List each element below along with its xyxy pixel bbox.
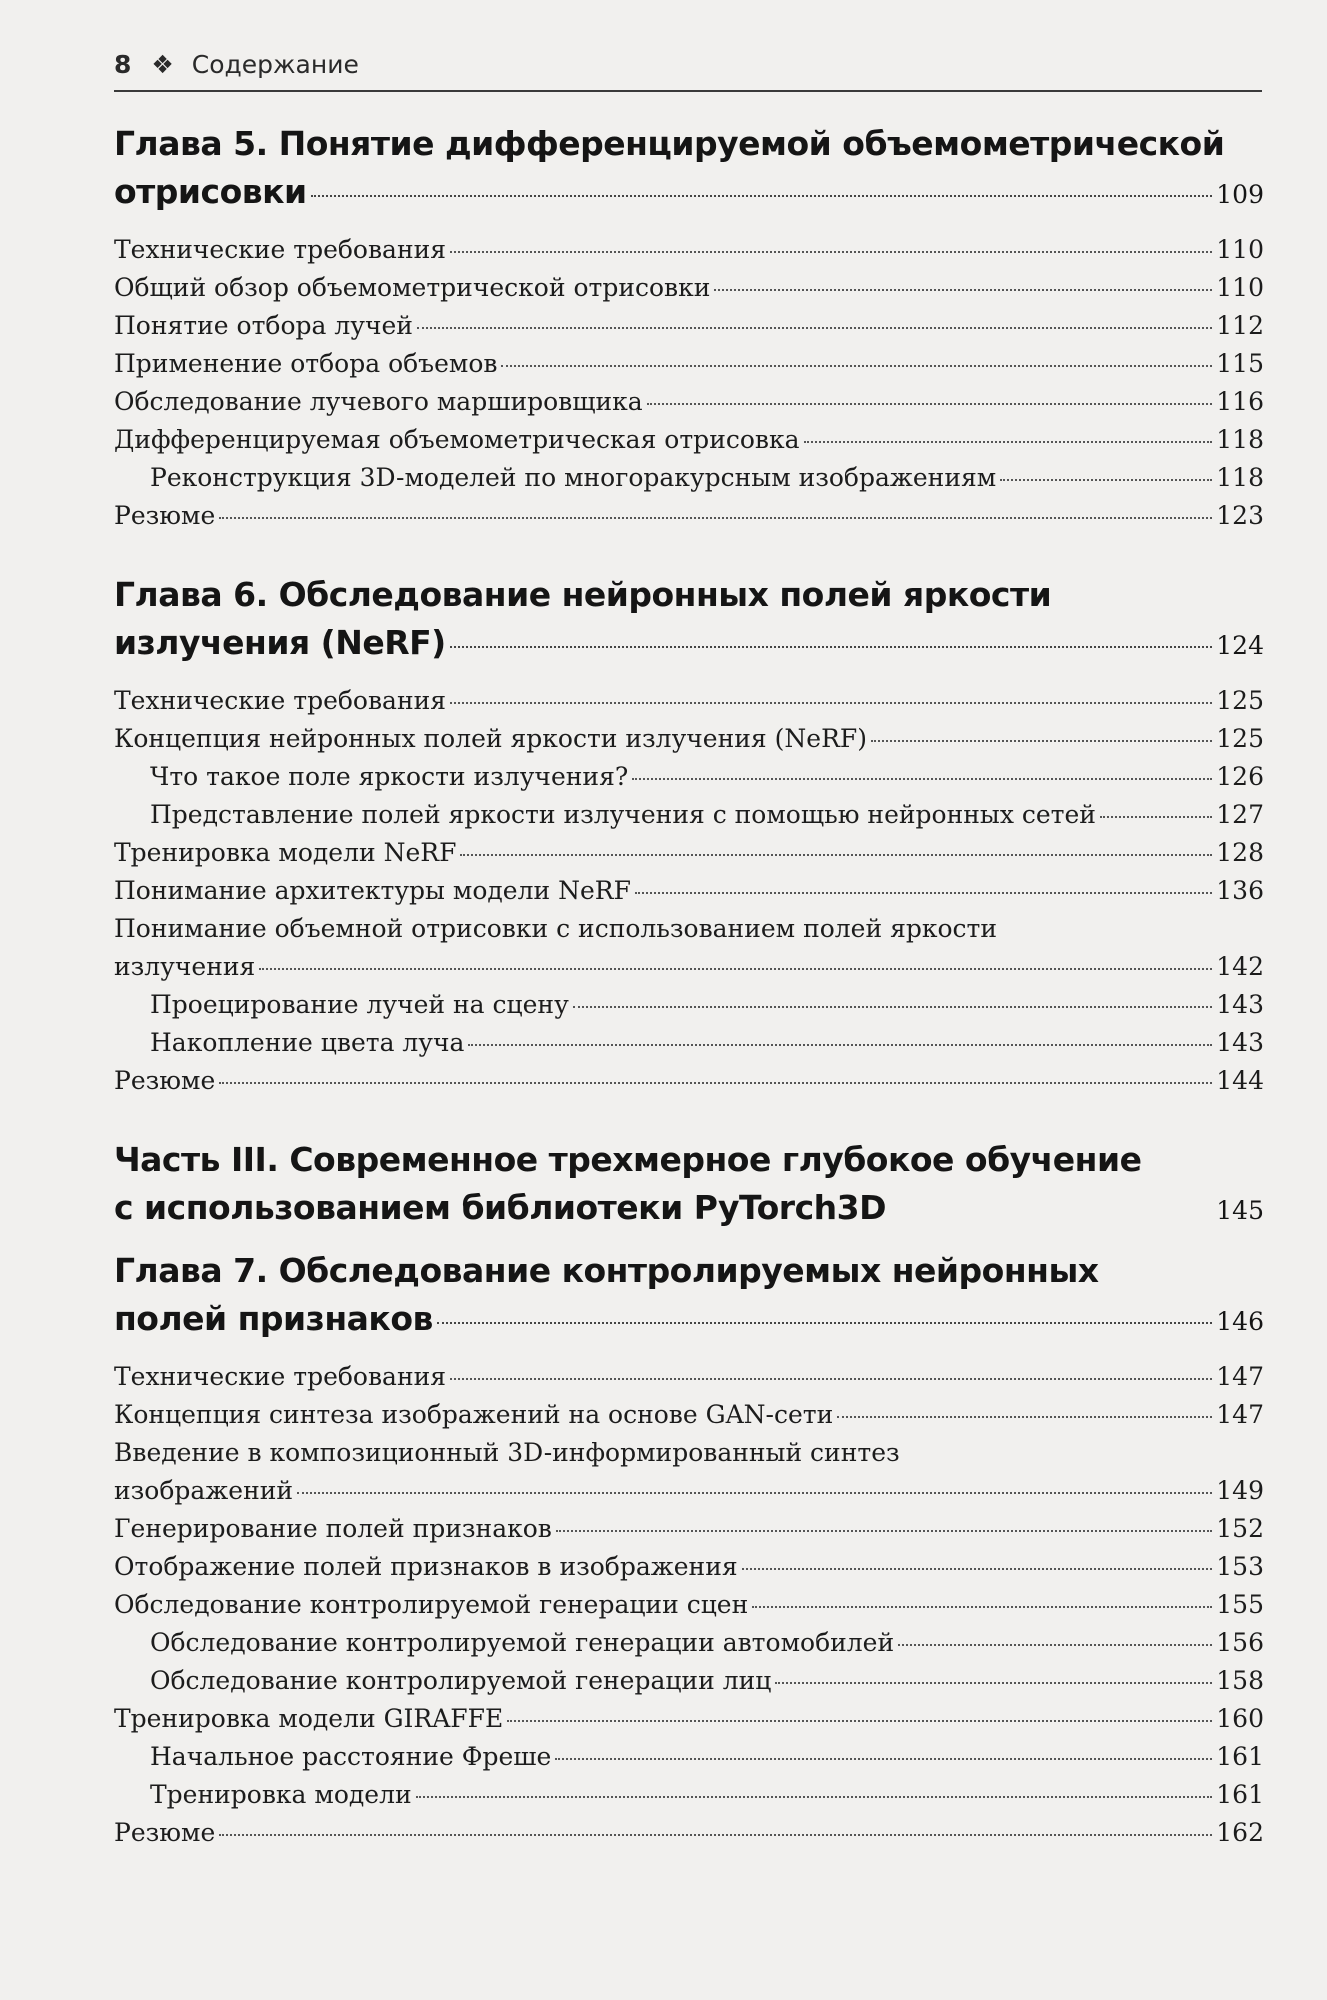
dot-leader bbox=[1000, 479, 1212, 481]
dot-leader bbox=[259, 968, 1212, 970]
toc-entry-title: Генерирование полей признаков bbox=[114, 1514, 552, 1543]
toc-entry-title: Понимание архитектуры модели NeRF bbox=[114, 876, 631, 905]
toc-entry-page: 110 bbox=[1216, 273, 1264, 302]
toc-subentry[interactable] bbox=[114, 1624, 1264, 1662]
toc-entry-title: Начальное расстояние Фреше bbox=[150, 1742, 552, 1771]
dot-leader bbox=[898, 1644, 1212, 1646]
toc-entry[interactable] bbox=[114, 1062, 1264, 1100]
dot-leader bbox=[468, 1044, 1212, 1046]
chapter-6-heading[interactable] bbox=[114, 571, 1264, 670]
chapter-7-title-line2: полей признаков bbox=[114, 1299, 433, 1338]
toc-entry[interactable] bbox=[114, 872, 1264, 910]
dot-leader bbox=[573, 1006, 1213, 1008]
toc-subentry[interactable] bbox=[114, 796, 1264, 834]
toc-entry-page: 142 bbox=[1216, 952, 1264, 981]
dot-leader bbox=[416, 1796, 1213, 1798]
toc-entry[interactable] bbox=[114, 307, 1264, 345]
toc-entry-title: Применение отбора объемов bbox=[114, 349, 498, 378]
toc-entry-page: 123 bbox=[1216, 501, 1264, 530]
dot-leader bbox=[297, 1492, 1212, 1494]
dot-leader bbox=[450, 702, 1212, 704]
toc-entry-title: Что такое поле яркости излучения? bbox=[150, 762, 629, 791]
toc-entry[interactable] bbox=[114, 1396, 1264, 1434]
part-3-title-line1: Часть III. Современное трехмерное глубокое обучение bbox=[114, 1140, 1142, 1179]
toc-entry[interactable] bbox=[114, 1548, 1264, 1586]
dot-leader bbox=[775, 1682, 1212, 1684]
toc-entry-title: Резюме bbox=[114, 1818, 216, 1847]
dot-leader bbox=[632, 778, 1212, 780]
header-rule bbox=[114, 90, 1262, 92]
toc-entry-page: 153 bbox=[1216, 1552, 1264, 1581]
dot-leader bbox=[635, 892, 1212, 894]
toc-entry-page: 149 bbox=[1216, 1476, 1264, 1505]
toc-entry-page: 116 bbox=[1216, 387, 1264, 416]
chapter-5-heading[interactable] bbox=[114, 120, 1264, 219]
part-3-page: 145 bbox=[1216, 1196, 1264, 1225]
table-of-contents bbox=[114, 120, 1264, 1852]
chapter-7-title-line1: Глава 7. Обследование контролируемых нейронных bbox=[114, 1251, 1099, 1290]
toc-entry-page: 118 bbox=[1216, 425, 1264, 454]
dot-leader bbox=[1100, 816, 1212, 818]
toc-entry-page: 128 bbox=[1216, 838, 1264, 867]
toc-entry-title: Технические требования bbox=[114, 1362, 447, 1391]
chapter-6-page: 124 bbox=[1216, 631, 1264, 660]
toc-entry-page: 161 bbox=[1216, 1780, 1264, 1809]
toc-subentry[interactable] bbox=[114, 1776, 1264, 1814]
toc-entry-title: Реконструкция 3D-моделей по многоракурсным изображениям bbox=[150, 463, 997, 492]
toc-entry-page: 144 bbox=[1216, 1066, 1264, 1095]
toc-entry-page: 110 bbox=[1216, 235, 1264, 264]
toc-entry[interactable] bbox=[114, 269, 1264, 307]
dot-leader bbox=[450, 251, 1212, 253]
toc-entry-title: Тренировка модели bbox=[150, 1780, 412, 1809]
toc-entry-title-line2: изображений bbox=[114, 1476, 294, 1505]
dot-leader bbox=[556, 1530, 1212, 1532]
chapter-7-heading[interactable] bbox=[114, 1247, 1264, 1346]
toc-entry-title: Обследование контролируемой генерации автомобилей bbox=[150, 1628, 895, 1657]
toc-entry-page: 162 bbox=[1216, 1818, 1264, 1847]
running-title: Содержание bbox=[191, 50, 359, 79]
toc-entry-title: Обследование контролируемой генерации сцен bbox=[114, 1590, 749, 1619]
toc-entry-title: Технические требования bbox=[114, 235, 447, 264]
dot-leader bbox=[804, 441, 1213, 443]
chapter-6-title-line1: Глава 6. Обследование нейронных полей яркости bbox=[114, 575, 1052, 614]
dot-leader bbox=[417, 327, 1212, 329]
toc-entry-title: Резюме bbox=[114, 1066, 216, 1095]
part-3-heading[interactable] bbox=[114, 1136, 1264, 1235]
toc-entry[interactable] bbox=[114, 1814, 1264, 1852]
toc-entry-title: Резюме bbox=[114, 501, 216, 530]
toc-subentry[interactable] bbox=[114, 758, 1264, 796]
toc-entry-page: 158 bbox=[1216, 1666, 1264, 1695]
dot-leader bbox=[507, 1720, 1212, 1722]
toc-entry-page: 126 bbox=[1216, 762, 1264, 791]
toc-subentry[interactable] bbox=[114, 1024, 1264, 1062]
chapter-6-title-line2: излучения (NeRF) bbox=[114, 623, 446, 662]
toc-entry-title: Дифференцируемая объемометрическая отрисовка bbox=[114, 425, 800, 454]
toc-entry-page: 125 bbox=[1216, 686, 1264, 715]
dot-leader bbox=[742, 1568, 1213, 1570]
toc-entry[interactable] bbox=[114, 421, 1264, 459]
running-head bbox=[114, 50, 359, 79]
toc-entry-page: 143 bbox=[1216, 1028, 1264, 1057]
toc-entry-page: 152 bbox=[1216, 1514, 1264, 1543]
toc-entry-page: 125 bbox=[1216, 724, 1264, 753]
page-number: 8 bbox=[114, 50, 132, 79]
dot-leader bbox=[647, 403, 1213, 405]
toc-entry-page: 147 bbox=[1216, 1400, 1264, 1429]
toc-entry-title: Концепция синтеза изображений на основе GAN-сети bbox=[114, 1400, 834, 1429]
toc-entry-title: Технические требования bbox=[114, 686, 447, 715]
dot-leader bbox=[219, 517, 1212, 519]
dot-leader bbox=[752, 1606, 1212, 1608]
part-3-title-line2: с использованием библиотеки PyTorch3D bbox=[114, 1188, 886, 1227]
toc-entry-page: 161 bbox=[1216, 1742, 1264, 1771]
dot-leader bbox=[837, 1416, 1212, 1418]
dot-leader bbox=[219, 1834, 1212, 1836]
toc-subentry[interactable] bbox=[114, 1738, 1264, 1776]
toc-entry-title: Тренировка модели NeRF bbox=[114, 838, 457, 867]
toc-entry-page: 147 bbox=[1216, 1362, 1264, 1391]
dot-leader bbox=[450, 646, 1213, 648]
dot-leader bbox=[714, 289, 1212, 291]
toc-entry[interactable] bbox=[114, 1434, 1264, 1510]
toc-entry-title: Концепция нейронных полей яркости излучения (NeRF) bbox=[114, 724, 867, 753]
toc-entry-title: Общий обзор объемометрической отрисовки bbox=[114, 273, 711, 302]
toc-entry-title: Проецирование лучей на сцену bbox=[150, 990, 569, 1019]
dot-leader bbox=[450, 1378, 1212, 1380]
dot-leader bbox=[555, 1758, 1212, 1760]
chapter-5-title-line1: Глава 5. Понятие дифференцируемой объемометрической bbox=[114, 124, 1225, 163]
toc-entry-page: 156 bbox=[1216, 1628, 1264, 1657]
toc-entry[interactable] bbox=[114, 497, 1264, 535]
toc-entry[interactable] bbox=[114, 834, 1264, 872]
toc-entry-title: Отображение полей признаков в изображения bbox=[114, 1552, 738, 1581]
dot-leader bbox=[501, 365, 1212, 367]
dot-leader bbox=[460, 854, 1212, 856]
toc-entry[interactable] bbox=[114, 231, 1264, 269]
toc-entry-title: Обследование контролируемой генерации лиц bbox=[150, 1666, 772, 1695]
toc-entry[interactable] bbox=[114, 1586, 1264, 1624]
dot-leader bbox=[437, 1322, 1212, 1324]
toc-entry-title-line1: Понимание объемной отрисовки с использованием полей яркости bbox=[114, 914, 998, 943]
toc-entry-page: 127 bbox=[1216, 800, 1264, 829]
dot-leader bbox=[311, 195, 1213, 197]
toc-entry-page: 136 bbox=[1216, 876, 1264, 905]
toc-entry-title-line2: излучения bbox=[114, 952, 256, 981]
toc-entry-title: Понятие отбора лучей bbox=[114, 311, 413, 340]
toc-entry-title: Представление полей яркости излучения с помощью нейронных сетей bbox=[150, 800, 1096, 829]
toc-entry-page: 118 bbox=[1216, 463, 1264, 492]
ornament-icon: ❖ bbox=[151, 50, 174, 79]
chapter-5-page: 109 bbox=[1216, 180, 1264, 209]
toc-entry[interactable] bbox=[114, 910, 1264, 986]
dot-leader bbox=[871, 740, 1212, 742]
toc-entry-title: Обследование лучевого маршировщика bbox=[114, 387, 643, 416]
chapter-5-title-line2: отрисовки bbox=[114, 172, 307, 211]
toc-entry[interactable] bbox=[114, 383, 1264, 421]
toc-entry-page: 115 bbox=[1216, 349, 1264, 378]
toc-entry[interactable] bbox=[114, 682, 1264, 720]
toc-entry[interactable] bbox=[114, 720, 1264, 758]
toc-entry[interactable] bbox=[114, 1510, 1264, 1548]
toc-subentry[interactable] bbox=[114, 1662, 1264, 1700]
toc-entry-page: 143 bbox=[1216, 990, 1264, 1019]
toc-entry-page: 155 bbox=[1216, 1590, 1264, 1619]
toc-entry-page: 160 bbox=[1216, 1704, 1264, 1733]
toc-subentry[interactable] bbox=[114, 459, 1264, 497]
toc-entry-title: Накопление цвета луча bbox=[150, 1028, 465, 1057]
toc-entry[interactable] bbox=[114, 1700, 1264, 1738]
toc-entry-title-line1: Введение в композиционный 3D-информированный синтез bbox=[114, 1438, 900, 1467]
chapter-7-page: 146 bbox=[1216, 1307, 1264, 1336]
toc-entry-page: 112 bbox=[1216, 311, 1264, 340]
toc-entry[interactable] bbox=[114, 1358, 1264, 1396]
toc-subentry[interactable] bbox=[114, 986, 1264, 1024]
toc-entry-title: Тренировка модели GIRAFFE bbox=[114, 1704, 504, 1733]
dot-leader bbox=[219, 1082, 1212, 1084]
toc-entry[interactable] bbox=[114, 345, 1264, 383]
